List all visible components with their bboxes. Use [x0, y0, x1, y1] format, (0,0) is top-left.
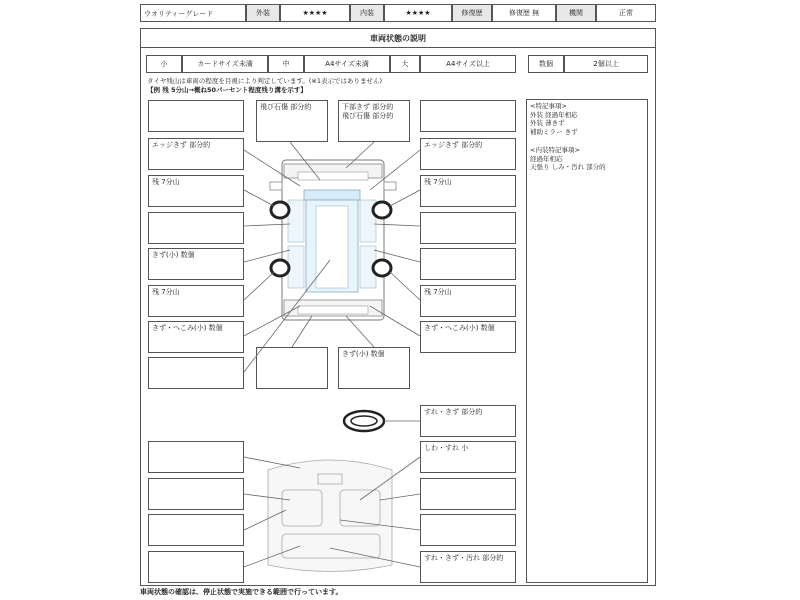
- count-desc: 2個以上: [564, 55, 648, 73]
- exterior-notes: 外装 経過年相応 外装 薄きず 補助ミラー きず: [530, 110, 578, 136]
- size-large: 大: [390, 55, 420, 73]
- damage-box-left-3: 残 7分山: [148, 175, 244, 207]
- rear-bumper-box: きず(小) 数個: [338, 347, 410, 389]
- interior-stars: ★★★★: [384, 4, 452, 22]
- interior-notes-header: <内装特記事項>: [530, 146, 580, 154]
- damage-box-right-3: 残 7分山: [420, 175, 516, 207]
- example-note: 【例 残 5分山→概ね50パーセント程度残り溝を示す】: [147, 86, 307, 94]
- quality-grade-label: ウオリティーグレード: [140, 4, 246, 22]
- damage-box-left-5: きず(小) 数個: [148, 248, 244, 280]
- exterior-stars: ★★★★: [280, 4, 350, 22]
- size-small-desc: カードサイズ未満: [182, 55, 268, 73]
- size-small: 小: [146, 55, 182, 73]
- damage-box-left-6: 残 7分山: [148, 285, 244, 317]
- engine-value: 正常: [596, 4, 656, 22]
- damage-box-right-2: エッジきず 部分的: [420, 138, 516, 170]
- repair-history-value: 修復歴 無: [492, 4, 556, 22]
- seat-rear-box: すれ・きず・汚れ 部分的: [420, 551, 516, 583]
- steering-box: すれ・きず 部分的: [420, 405, 516, 437]
- section-title: 車両状態の説明: [140, 28, 656, 48]
- damage-box-right-7: きず・へこみ(小) 数個: [420, 321, 516, 353]
- damage-box-right-6: 残 7分山: [420, 285, 516, 317]
- tire-note: タイヤ残山は車両の程度を目視により判定しています。(※1表示ではありません): [147, 77, 383, 85]
- damage-box-left-2: エッジきず 部分的: [148, 138, 244, 170]
- seat-front-box: しわ・すれ 小: [420, 441, 516, 473]
- size-medium-desc: A4サイズ未満: [304, 55, 390, 73]
- repair-history-label: 修復歴: [452, 4, 492, 22]
- size-large-desc: A4サイズ以上: [420, 55, 516, 73]
- engine-label: 機関: [556, 4, 596, 22]
- count-label: 数個: [528, 55, 564, 73]
- interior-label: 内装: [350, 4, 384, 22]
- footer-note: 車両状態の確認は、停止状態で実施できる範囲で行っています。: [140, 588, 343, 596]
- exterior-notes-header: <特記事項>: [530, 102, 567, 110]
- front-bumper-right-box: 下部きず 部分的 飛び石傷 部分的: [338, 100, 410, 142]
- exterior-label: 外装: [246, 4, 280, 22]
- damage-box-left-7: きず・へこみ(小) 数個: [148, 321, 244, 353]
- size-medium: 中: [268, 55, 304, 73]
- interior-notes: 経過年相応 天張り しみ・汚れ 部分的: [530, 154, 606, 171]
- front-bumper-left-box: 飛び石傷 部分的: [256, 100, 328, 142]
